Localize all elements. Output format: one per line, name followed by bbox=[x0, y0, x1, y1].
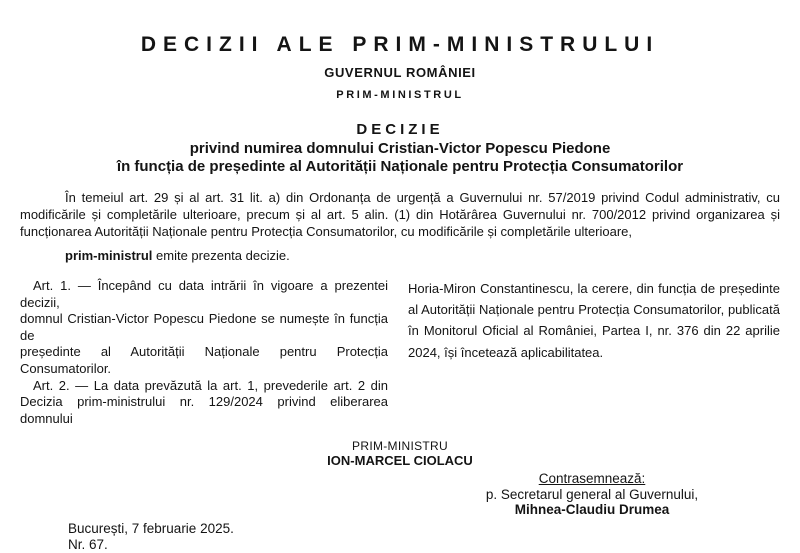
preamble-line: funcționarea Autorității Naționale pentru Protecția Consumatorilor, cu modificările și completările ulterioare, bbox=[20, 224, 633, 239]
signatory-name: ION-MARCEL CIOLACU bbox=[327, 453, 473, 469]
issue-number: Nr. 67. bbox=[68, 536, 108, 552]
preamble-line: În temeiul art. 29 și al art. 31 lit. a) din Ordonanța de urgență a Guvernului nr. 57/2019 privind Codul administrativ, cu bbox=[65, 190, 780, 205]
preamble-paragraph bbox=[20, 189, 780, 240]
article-2-line: Decizia prim-ministrului nr. 129/2024 privind eliberarea domnului bbox=[20, 394, 388, 426]
article-2-line: Horia-Miron Constantinescu, la cerere, din funcția de președinte bbox=[408, 281, 780, 296]
article-1-line: domnul Cristian-Victor Popescu Piedone se numește în funcția de bbox=[20, 311, 388, 343]
articles-two-column-block bbox=[20, 278, 780, 427]
section-title: DECIZII ALE PRIM-MINISTRULUI bbox=[140, 33, 660, 56]
article-2-line: Art. 2. — La data prevăzută la art. 1, prevederile art. 2 din bbox=[33, 377, 388, 393]
enactment-issuer: prim-ministrul bbox=[65, 248, 153, 263]
countersign-name: Mihnea-Claudiu Drumea bbox=[514, 502, 670, 518]
articles-right-column bbox=[408, 278, 780, 427]
issue-dateline bbox=[68, 521, 800, 553]
institution-name: GUVERNUL ROMÂNIEI bbox=[324, 65, 476, 80]
article-2-line: al Autorității Naționale pentru Protecția Consumatorilor, publicată bbox=[408, 302, 780, 318]
articles-left-column bbox=[20, 278, 388, 427]
enactment-line bbox=[20, 247, 780, 264]
issuer-name: PRIM-MINISTRUL bbox=[336, 89, 464, 101]
article-2-line: în Monitorul Oficial al României, Partea I, nr. 376 din 22 aprilie bbox=[408, 323, 780, 339]
decision-heading: DECIZIE bbox=[356, 121, 444, 138]
article-1-line: Art. 1. — Începând cu data intrării în vigoare a prezentei decizii, bbox=[20, 278, 388, 310]
preamble-line: modificările și completările ulterioare, precum și al art. 5 alin. (1) din Hotărârea Guvernului nr. 700/2012 privind organizarea și bbox=[20, 207, 780, 222]
countersign-label: Contrasemnează: bbox=[538, 471, 646, 487]
enactment-text: emite prezenta decizie. bbox=[152, 248, 290, 263]
countersign-block bbox=[392, 471, 792, 518]
signatory-title: PRIM-MINISTRU bbox=[352, 439, 448, 454]
decision-subtitle-line2: în funcția de președinte al Autorității Naționale pentru Protecția Consumatorilor bbox=[116, 158, 684, 175]
decision-subtitle-line1: privind numirea domnului Cristian-Victor Popescu Piedone bbox=[189, 140, 611, 157]
countersign-role: p. Secretarul general al Guvernului, bbox=[485, 486, 699, 502]
article-1-line: președinte al Autorității Naționale pentru Protecția Consumatorilor. bbox=[20, 344, 388, 376]
article-2-line: 2024, își încetează aplicabilitatea. bbox=[408, 344, 604, 360]
issue-place-date: București, 7 februarie 2025. bbox=[68, 520, 234, 536]
